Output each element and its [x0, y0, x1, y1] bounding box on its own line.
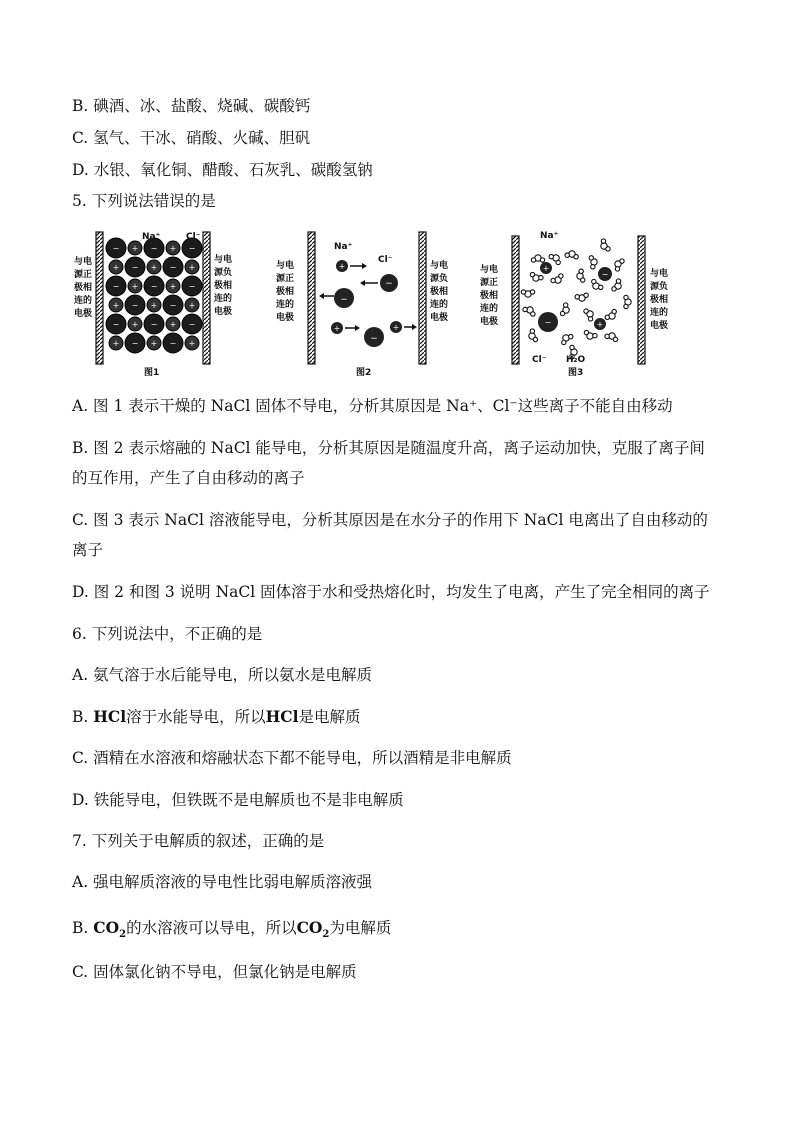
fig1-caption: 图1	[144, 368, 160, 378]
water-molecule	[583, 330, 598, 342]
svg-text:+: +	[150, 301, 158, 310]
nacl-conductivity-figure	[72, 224, 722, 384]
option-line: B. HCl溶于水能导电，所以HCl是电解质	[72, 707, 361, 726]
option-line: C. 氢气、干冰、硝酸、火碱、胆矾	[72, 129, 311, 147]
water-molecule	[611, 278, 624, 293]
svg-text:+: +	[112, 263, 120, 272]
svg-text:+: +	[131, 320, 139, 329]
svg-text:+: +	[169, 282, 177, 291]
option-line: B. 碘酒、冰、盐酸、烧碱、碳酸钙	[72, 97, 311, 115]
fig2-right-electrode	[419, 232, 426, 364]
water-molecule	[604, 331, 619, 343]
fig2-right-label: 与电 源负 极相 连的 电极	[430, 261, 449, 323]
water-molecule	[548, 251, 563, 265]
question-stem: 5. 下列说法错误的是	[72, 192, 216, 210]
fig1-cl-label: Cl⁻	[186, 232, 201, 242]
svg-text:+: +	[169, 244, 177, 253]
svg-text:−: −	[188, 244, 196, 253]
water-molecule	[624, 295, 631, 308]
option-line: C. 酒精在水溶液和熔融状态下都不能导电，所以酒精是非电解质	[72, 749, 512, 767]
fig2-left-electrode	[308, 232, 315, 364]
water-molecule	[527, 328, 539, 343]
svg-text:−: −	[150, 244, 158, 253]
water-molecule	[559, 331, 574, 345]
fig3-left-label: 与电 源正 极相 连的 电极	[480, 265, 499, 327]
water-molecule	[583, 307, 596, 322]
svg-text:−: −	[385, 279, 393, 289]
fig2-cl-label: Cl⁻	[378, 255, 393, 265]
fig1-na-label: Na⁺	[142, 232, 161, 242]
fig3-cl-label: Cl⁻	[532, 355, 547, 365]
fig1-right-label: 与电 源负 极相 连的 电极	[214, 255, 233, 317]
figure-3	[479, 231, 671, 378]
fig3-water-label: H₂O	[566, 355, 586, 365]
water-molecule	[576, 269, 586, 283]
fig3-left-electrode	[512, 236, 519, 364]
svg-text:−: −	[150, 282, 158, 291]
hydrated-ions	[521, 238, 631, 359]
formula: HCl	[265, 707, 299, 726]
svg-text:−: −	[112, 282, 120, 291]
svg-text:+: +	[150, 263, 158, 272]
fig1-left-label: 与电 源正 极相 连的 电极	[74, 257, 93, 319]
svg-text:−: −	[188, 282, 196, 291]
na-ion	[331, 322, 360, 334]
option-line: D. 水银、氧化铜、醋酸、石灰乳、碳酸氢钠	[72, 161, 373, 179]
water-molecule	[612, 257, 625, 272]
svg-text:−: −	[169, 301, 177, 310]
svg-text:+: +	[338, 262, 346, 271]
svg-text:−: −	[601, 270, 609, 279]
fig3-caption: 图3	[568, 368, 584, 378]
option-line: D. 图 2 和图 3 说明 NaCl 固体溶于水和受热熔化时，均发生了电离，产生了完全相同的离子	[72, 583, 710, 601]
svg-text:−: −	[544, 318, 552, 327]
question-stem: 6. 下列说法中，不正确的是	[72, 625, 263, 643]
svg-text:+: +	[392, 323, 400, 332]
formula: $CO_2$	[93, 918, 127, 941]
fig3-right-electrode	[638, 236, 645, 364]
water-molecule	[598, 238, 611, 253]
svg-text:−: −	[340, 295, 348, 305]
fig2-na-label: Na⁺	[334, 242, 353, 252]
svg-text:+: +	[150, 339, 158, 348]
svg-text:+: +	[112, 301, 120, 310]
svg-text:−: −	[188, 320, 196, 329]
svg-text:+: +	[333, 324, 341, 333]
cl-ion	[360, 274, 398, 292]
cl-ion	[319, 288, 354, 308]
cl-ion	[364, 327, 384, 347]
svg-text:−: −	[169, 263, 177, 272]
svg-text:+: +	[188, 263, 196, 272]
option-line: B. $CO_2$的水溶液可以导电，所以$CO_2$为电解质	[72, 918, 392, 941]
fig1-right-electrode	[203, 232, 210, 364]
na-ion	[390, 321, 417, 333]
fig1-left-electrode	[96, 232, 103, 364]
fig3-right-label: 与电 源负 极相 连的 电极	[650, 269, 669, 331]
water-molecule	[521, 290, 534, 297]
svg-text:−: −	[112, 244, 120, 253]
svg-text:+: +	[131, 244, 139, 253]
svg-text:−: −	[131, 339, 139, 348]
svg-text:−: −	[131, 263, 139, 272]
water-molecule	[522, 304, 537, 317]
option-line: 离子	[72, 541, 104, 559]
svg-text:+: +	[542, 264, 550, 273]
nacl-lattice	[106, 238, 202, 353]
water-molecule	[560, 302, 572, 317]
option-line: 的互作用，产生了自由移动的离子	[72, 469, 305, 487]
formula: $CO_2$	[296, 918, 330, 941]
svg-text:−: −	[150, 320, 158, 329]
na-ion	[336, 260, 367, 272]
option-line: C. 固体氯化钠不导电，但氯化钠是电解质	[72, 963, 357, 981]
svg-text:−: −	[131, 301, 139, 310]
option-line: A. 图 1 表示干燥的 NaCl 固体不导电，分析其原因是 Na⁺、Cl⁻这些离子不能自由移动	[72, 397, 673, 415]
svg-text:+: +	[131, 282, 139, 291]
water-molecule	[575, 293, 589, 303]
water-molecule	[531, 255, 544, 262]
question-stem: 7. 下列关于电解质的叙述，正确的是	[72, 832, 325, 850]
svg-text:+: +	[188, 301, 196, 310]
option-line: A. 氨气溶于水后能导电，所以氨水是电解质	[72, 666, 373, 684]
fig2-caption: 图2	[356, 368, 372, 378]
figure-1	[73, 232, 235, 378]
svg-text:−: −	[370, 334, 378, 344]
water-molecule	[529, 272, 544, 284]
water-molecule	[604, 308, 619, 322]
svg-text:−: −	[169, 339, 177, 348]
fig3-na-label: Na⁺	[540, 231, 559, 241]
svg-text:+: +	[596, 320, 604, 329]
svg-text:+: +	[112, 339, 120, 348]
water-molecule	[565, 250, 579, 260]
svg-text:+: +	[188, 339, 196, 348]
figure-2	[275, 232, 451, 378]
water-molecule	[589, 278, 604, 292]
svg-text:+: +	[169, 320, 177, 329]
svg-text:−: −	[112, 320, 120, 329]
option-line: B. 图 2 表示熔融的 NaCl 能导电，分析其原因是随温度升高，离子运动加快，克服了离子间	[72, 439, 705, 457]
option-line: D. 铁能导电，但铁既不是电解质也不是非电解质	[72, 791, 404, 809]
formula: HCl	[93, 707, 127, 726]
water-molecule	[550, 273, 565, 286]
fig2-left-label: 与电 源正 极相 连的 电极	[276, 261, 295, 323]
option-line: A. 强电解质溶液的导电性比弱电解质溶液强	[72, 873, 373, 891]
option-line: C. 图 3 表示 NaCl 溶液能导电，分析其原因是在水分子的作用下 NaCl 电离出了自由移动的	[72, 511, 708, 529]
water-molecule	[589, 255, 599, 269]
